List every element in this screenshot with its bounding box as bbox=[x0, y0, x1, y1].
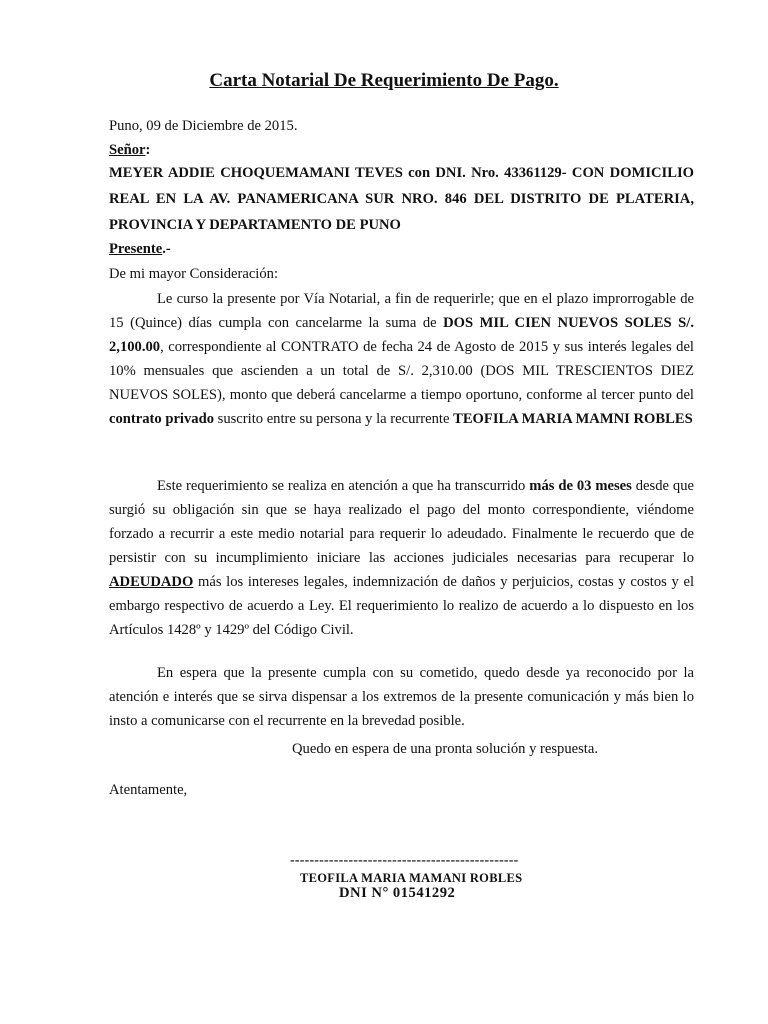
elapsed-time: más de 03 meses bbox=[529, 478, 632, 494]
paragraph-3: En espera que la presente cumpla con su cometido, quedo desde ya reconocido por la atención e interés que se sirva dispensar a los extremos de la presente comunicación y más bien lo insto a comunicarse con el recurrente en la brevedad posible. bbox=[109, 665, 694, 729]
contract-type: contrato privado bbox=[109, 411, 214, 427]
salutation-word: Señor bbox=[109, 142, 146, 158]
presente-line bbox=[109, 237, 694, 261]
closing: Atentamente, bbox=[109, 782, 188, 798]
signature-name: TEOFILA MARIA MAMANI ROBLES bbox=[300, 871, 523, 885]
paragraph-2 bbox=[109, 474, 694, 642]
paragraph-2-text-b: desde que surgió su obligación sin que se haya realizado el pago del monto correspondiente, viéndome forzado a recurrir a este medio notarial para requerir lo adeudado. Finalmente le recuerdo que de persistir con su incumplimiento iniciare las acciones judiciales necesarias para recuperar lo bbox=[109, 478, 694, 566]
owed-word: ADEUDADO bbox=[109, 574, 194, 590]
paragraph-1 bbox=[109, 287, 694, 431]
greeting: De mi mayor Consideración: bbox=[109, 266, 279, 282]
presente-word: Presente bbox=[109, 241, 163, 257]
place-date: Puno, 09 de Diciembre de 2015. bbox=[109, 118, 298, 134]
salutation bbox=[109, 138, 694, 162]
addressee-name: MEYER ADDIE CHOQUEMAMANI TEVES bbox=[109, 165, 403, 181]
paragraph-1-text-a: Le curso la presente por Vía Notarial, a fin de requerirle; que en el plazo improrrogable de 15 (Quince) días cumpla con cancelarme la suma de bbox=[109, 291, 694, 331]
letter-title: Carta Notarial De Requerimiento De Pago. bbox=[209, 70, 559, 91]
amount-owed: DOS MIL CIEN NUEVOS SOLES S/. 2,100.00 bbox=[109, 315, 694, 355]
addressee-details: con DNI. Nro. 43361129- CON DOMICILIO REAL EN LA AV. PANAMERICANA SUR NRO. 846 DEL DISTRITO DE PLATERIA, PROVINCIA Y DEPARTAMENTO DE PUNO bbox=[109, 165, 694, 233]
paragraph-1-text-b: , correspondiente al CONTRATO de fecha 24 de Agosto de 2015 y sus interés legales del 10% mensuales que ascienden a un total de S/. 2,310.00 (DOS MIL TRESCIENTOS DIEZ NUEVOS SOLES), monto que deberá cancelarme a tiempo oportuno, conforme al tercer punto del bbox=[109, 339, 694, 403]
addressee-block bbox=[109, 160, 694, 238]
presente-suffix: .- bbox=[162, 241, 171, 257]
signature-line: ----------------------------------------------- bbox=[290, 853, 519, 868]
paragraph-1-text-c: suscrito entre su persona y la recurrente bbox=[214, 411, 454, 427]
paragraph-2-text-a: Este requerimiento se realiza en atención a que ha transcurrido bbox=[157, 478, 530, 494]
signature-dni: DNI N° 01541292 bbox=[339, 885, 456, 901]
waiting-line: Quedo en espera de una pronta solución y respuesta. bbox=[292, 741, 598, 757]
salutation-colon: : bbox=[145, 142, 151, 158]
recurrent-name: TEOFILA MARIA MAMNI ROBLES bbox=[453, 411, 693, 427]
paragraph-2-text-c: más los intereses legales, indemnización de daños y perjuicios, costas y costos y el embargo respectivo de acuerdo a Ley. El requerimiento lo realizo de acuerdo a lo dispuesto en los Artículos 1428º y 1429º del Código Civil. bbox=[109, 574, 694, 638]
